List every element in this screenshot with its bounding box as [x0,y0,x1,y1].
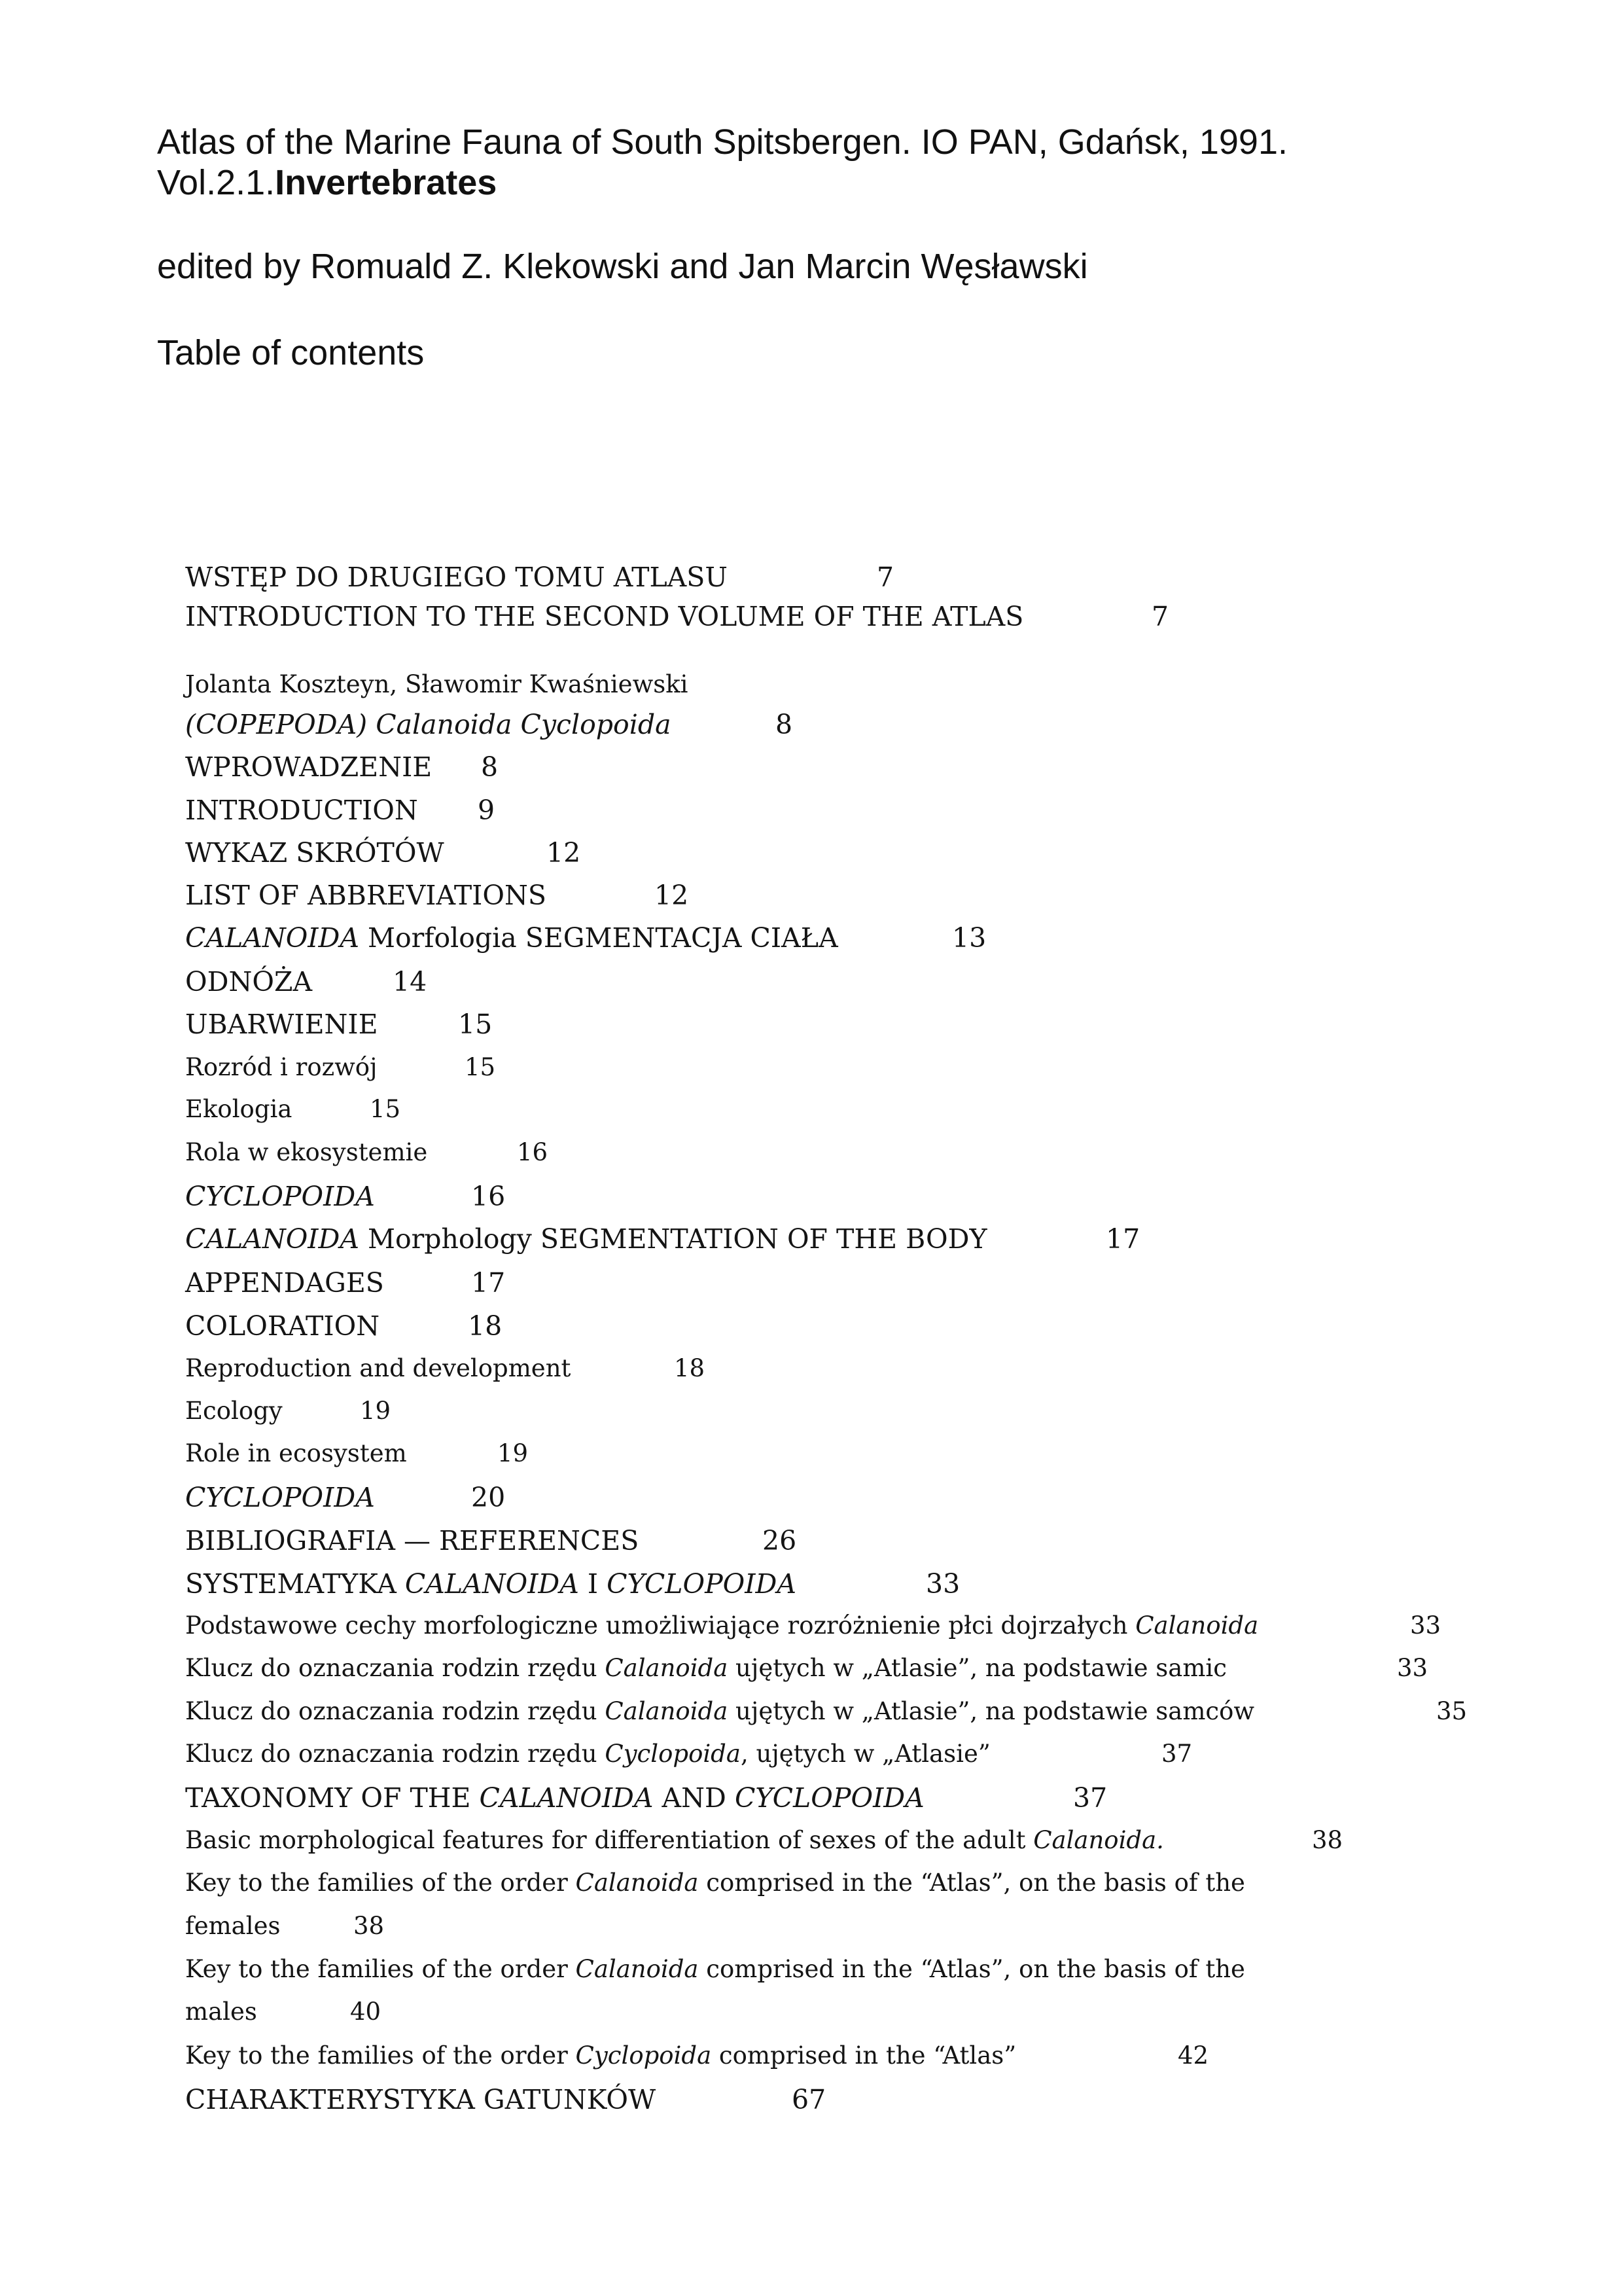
volume-prefix: Vol.2.1. [157,163,275,202]
toc-title-text: WPROWADZENIE [185,751,432,783]
toc-entry-title [185,795,418,826]
editors-line: edited by Romuald Z. Klekowski and Jan Marcin Węsławski [157,247,1088,286]
toc-entry [185,1611,1441,1640]
toc-entry [185,795,495,826]
toc-entry [185,837,581,869]
toc-entry [185,562,894,593]
toc-title-text: Reproduction and development [185,1354,571,1382]
toc-entry-title [185,1568,796,1600]
toc-entry [185,1223,1140,1255]
toc-page-number: 20 [471,1482,506,1513]
toc-page-number: 17 [1106,1223,1140,1255]
toc-title-italic: Cyclopoida [575,2041,712,2070]
toc-title-italic: CALANOIDA [404,1568,579,1600]
toc-entry [185,1354,705,1382]
toc-entry-title [185,1482,375,1513]
toc-title-italic: CYCLOPOIDA [734,1782,925,1814]
toc-title-text: BIBLIOGRAFIA — REFERENCES [185,1525,639,1556]
toc-title-text: females [185,1912,281,1940]
toc-entry-title [185,751,432,783]
toc-entry-title [185,1998,257,2026]
toc-entry [185,601,1169,632]
toc-title-text: Key to the families of the order [185,2041,576,2070]
toc-entry-title [185,1310,380,1342]
toc-entry [185,709,793,740]
toc-page-number: 17 [471,1267,506,1299]
toc-title-text: Rola w ekosystemie [185,1138,428,1166]
toc-entry-title [185,922,838,954]
toc-entry [185,751,499,783]
toc-page-number: 13 [952,922,987,954]
toc-entry [185,966,427,997]
toc-title-text: comprised in the “Atlas” [711,2041,1017,2070]
toc-entry-title [185,1053,378,1081]
toc-page-number: 26 [762,1525,797,1556]
toc-entry-title [185,1611,1258,1640]
toc-title-italic: (COPEPODA) Calanoida Cyclopoida [185,709,671,740]
toc-entry-title [185,2084,656,2115]
toc-page-number: 18 [674,1354,705,1382]
toc-entry [185,1782,1108,1814]
toc-page-number: 33 [1397,1654,1428,1682]
toc-title-text: Podstawowe cechy morfologiczne umożliwiające rozróżnienie płci dojrzałych [185,1611,1136,1640]
toc-title-text: INTRODUCTION TO THE SECOND VOLUME OF THE ATLAS [185,601,1024,632]
toc-entry-title [185,966,312,997]
toc-title-italic: Cyclopoida [605,1740,741,1768]
toc-title-text: Morphology SEGMENTATION OF THE BODY [359,1223,987,1255]
toc-entry-title [185,1826,1164,1854]
toc-page-number: 67 [792,2084,826,2115]
toc-entry [185,1310,503,1342]
toc-title-text: TAXONOMY OF THE [185,1782,480,1814]
toc-title-text: Jolanta Koszteyn, Sławomir Kwaśniewski [185,670,688,698]
toc-title-italic: Calanoida [575,1869,699,1897]
toc-entry-title [185,1782,925,1814]
toc-title-text: I [578,1568,607,1600]
toc-entry [185,1397,391,1425]
toc-entry-title [185,1869,1245,1897]
toc-page-number: 12 [546,837,581,869]
toc-title-italic: Calanoida [605,1697,728,1725]
toc-entry-title [185,1181,375,1212]
toc-title-italic: CYCLOPOIDA [607,1568,796,1600]
toc-entry-title [185,1697,1254,1725]
toc-page-number: 8 [481,751,499,783]
toc-page-number: 38 [1312,1826,1343,1854]
toc-entry-title [185,880,546,911]
toc-entry-title [185,1138,427,1166]
toc-entry-title [185,1009,378,1040]
toc-entry [185,1181,506,1212]
toc-page-number: 35 [1436,1697,1468,1725]
toc-page-number: 7 [877,562,894,593]
toc-entry-title [185,837,444,869]
toc-entry-title [185,1354,571,1382]
toc-entry-title [185,1740,991,1768]
toc-page-number: 37 [1073,1782,1108,1814]
toc-page-number: 33 [926,1568,961,1600]
toc-entry-title [185,1223,987,1255]
toc-entry [185,1654,1428,1682]
toc-title-text: males [185,1998,257,2026]
toc-entry-title [185,2041,1016,2070]
toc-entry [185,1525,797,1556]
toc-title-text: UBARWIENIE [185,1009,378,1040]
toc-entry-title [185,1439,407,1467]
toc-title-text: Role in ecosystem [185,1439,407,1467]
toc-entry-title [185,601,1023,632]
toc-title-text: APPENDAGES [185,1267,384,1299]
toc-title-italic: Calanoida [575,1955,699,1983]
toc-title-text: WSTĘP DO DRUGIEGO TOMU ATLASU [185,562,728,593]
toc-title-text: comprised in the “Atlas”, on the basis of the [698,1869,1245,1897]
toc-page-number: 33 [1410,1611,1441,1640]
toc-page-number: 16 [517,1138,548,1166]
toc-page-number: 19 [360,1397,391,1425]
toc-title-text: ODNÓŻA [185,966,313,997]
toc-page-number: 40 [350,1998,381,2026]
toc-entry [185,1267,506,1299]
toc-page-number: 15 [465,1053,496,1081]
toc-title-text: Morfologia SEGMENTACJA CIAŁA [359,922,838,954]
toc-entry [185,1740,1193,1768]
toc-title-italic: CALANOIDA [479,1782,654,1814]
toc-entry-title [185,1912,280,1940]
toc-title-text: AND [653,1782,735,1814]
toc-entry [185,880,689,911]
toc-entry-title [185,1525,639,1556]
toc-title-text: ujętych w „Atlasie”, na podstawie samców [728,1697,1255,1725]
toc-title-italic: CYCLOPOIDA [185,1181,375,1212]
toc-page-number: 18 [468,1310,503,1342]
toc-title-text: , ujętych w „Atlasie” [740,1740,991,1768]
toc-title-text: Key to the families of the order [185,1955,576,1983]
toc-title-text: Klucz do oznaczania rodzin rzędu [185,1697,605,1725]
toc-title-italic: Calanoida [1135,1611,1259,1640]
toc-title-text: Ecology [185,1397,283,1425]
toc-title-text: ujętych w „Atlasie”, na podstawie samic [728,1654,1227,1682]
toc-page-number: 42 [1178,2041,1209,2070]
toc-title-italic: Calanoida [605,1654,728,1682]
toc-entry [185,1009,493,1040]
toc-title-text: Basic morphological features for differentiation of sexes of the adult [185,1826,1034,1854]
toc-page-number: 38 [353,1912,385,1940]
toc-entry-title [185,1267,384,1299]
toc-entry-title [185,709,671,740]
toc-entry-title [185,1095,292,1123]
document-title: Atlas of the Marine Fauna of South Spitsbergen. IO PAN, Gdańsk, 1991. [157,122,1288,162]
toc-entry [185,1871,1245,1895]
toc-entry-title [185,670,688,698]
toc-entry [185,1998,381,2026]
volume-title: Invertebrates [275,163,497,202]
toc-title-italic: CALANOIDA [185,1223,359,1255]
toc-page-number: 16 [471,1181,506,1212]
toc-entry-title [185,1955,1245,1983]
toc-title-text: comprised in the “Atlas”, on the basis of the [698,1955,1245,1983]
toc-page-number: 15 [370,1095,401,1123]
toc-entry [185,1697,1468,1725]
toc-title-text: Klucz do oznaczania rodzin rzędu [185,1654,605,1682]
toc-page-number: 9 [478,795,495,826]
toc-entry-title [185,1654,1227,1682]
toc-entry [185,2084,826,2115]
toc-title-italic: CALANOIDA [185,922,359,954]
toc-entry [185,1826,1343,1854]
toc-title-text: Rozród i rozwój [185,1053,378,1081]
toc-entry [185,1568,961,1600]
toc-title-text: Key to the families of the order [185,1869,576,1897]
toc-page-number: 12 [654,880,689,911]
toc-title-text: CHARAKTERYSTYKA GATUNKÓW [185,2084,656,2115]
toc-title-text: LIST OF ABBREVIATIONS [185,880,546,911]
toc-entry [185,1095,401,1123]
toc-title-text: Ekologia [185,1095,292,1123]
toc-title-italic: Calanoida. [1033,1826,1164,1854]
toc-page-number: 8 [775,709,793,740]
toc-page-number: 19 [497,1439,529,1467]
toc-title-text: COLORATION [185,1310,380,1342]
toc-entry [185,1912,385,1940]
toc-entry [185,1053,496,1081]
toc-entry [185,1439,529,1467]
toc-heading: Table of contents [157,333,425,372]
toc-entry [185,2041,1209,2070]
toc-title-italic: CYCLOPOIDA [185,1482,375,1513]
toc-page-number: 7 [1152,601,1169,632]
toc-entry [185,922,987,954]
toc-entry-title [185,1397,283,1425]
toc-entry [185,1138,548,1166]
toc-entry [185,1482,506,1513]
toc-page-number: 15 [458,1009,493,1040]
toc-page-number: 37 [1161,1740,1193,1768]
toc-entry [185,1957,1245,1981]
toc-title-text: SYSTEMATYKA [185,1568,405,1600]
toc-page-number: 14 [393,966,427,997]
toc-entry-title [185,562,728,593]
toc-title-text: WYKAZ SKRÓTÓW [185,837,444,869]
toc-title-text: INTRODUCTION [185,795,418,826]
toc-title-text: Klucz do oznaczania rodzin rzędu [185,1740,605,1768]
toc-entry [185,672,688,696]
